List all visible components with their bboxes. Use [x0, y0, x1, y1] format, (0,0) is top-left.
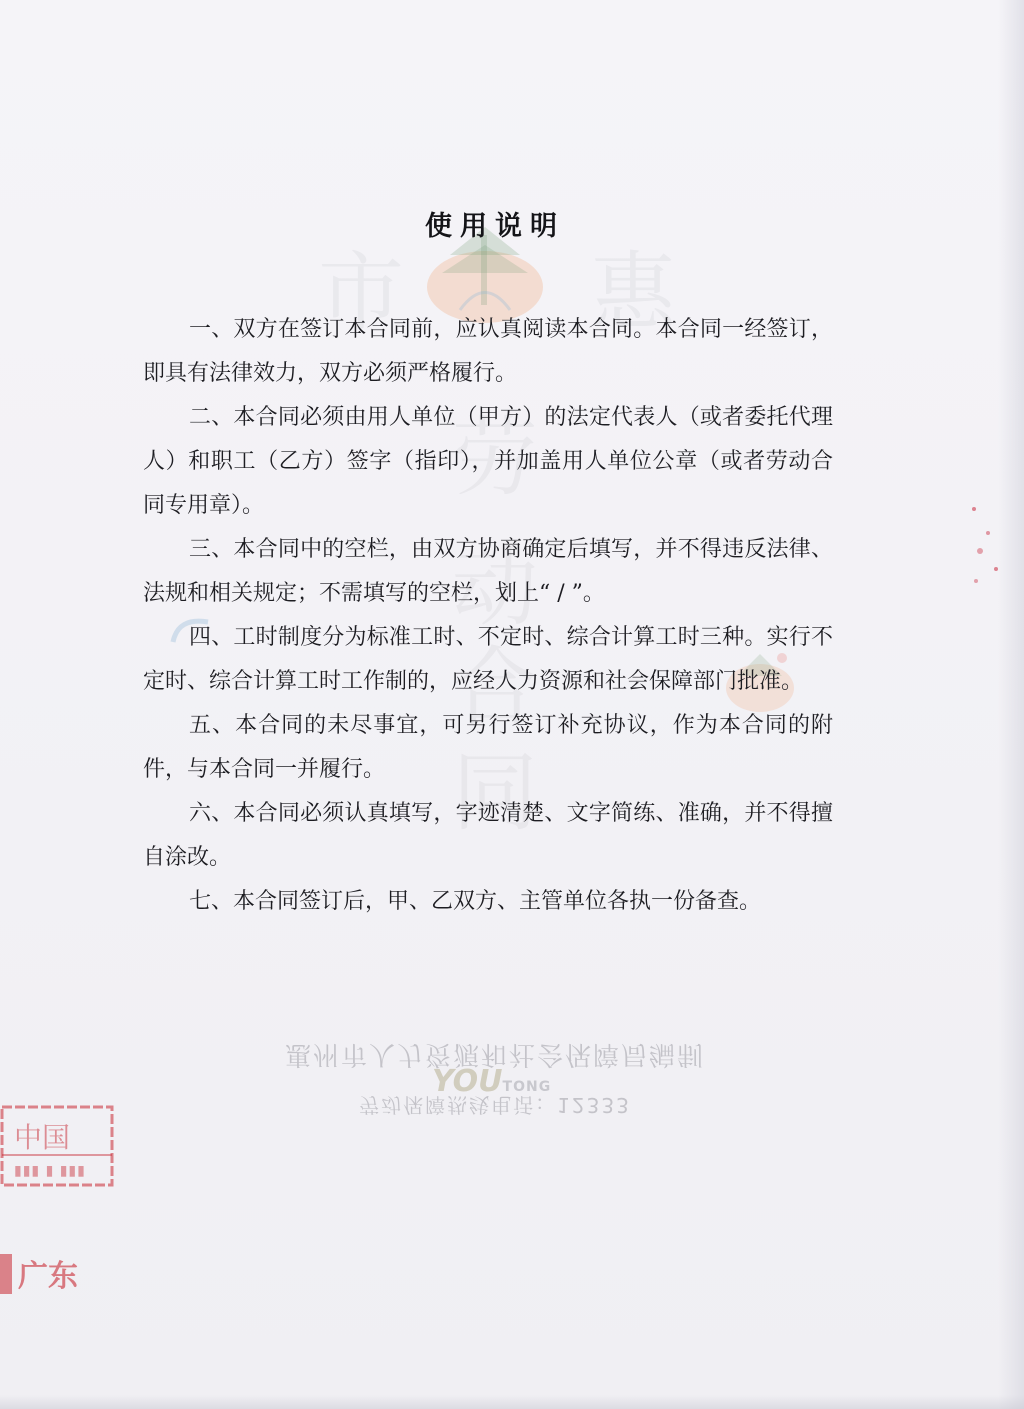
- youtong-logo: YOUTONG: [432, 1064, 552, 1099]
- instruction-paragraph: 一、双方在签订本合同前，应认真阅读本合同。本合同一经签订，即具有法律效力，双方必须严格履行。: [143, 317, 833, 386]
- stamp-text: 中国: [14, 1121, 71, 1154]
- bleed-through-hotline: 劳动保障热线电话：12333: [359, 1093, 631, 1117]
- page-title: 使用说明: [425, 211, 565, 243]
- instructions-body: [143, 308, 833, 924]
- paper-edge-bottom: [0, 1395, 1024, 1409]
- instruction-paragraph: 三、本合同中的空栏，由双方协商确定后填写，并不得违反法律、法规和相关规定；不需填写的空栏，划上“ / ”。: [143, 537, 833, 606]
- red-stamp-fragment-icon: [0, 1248, 84, 1300]
- watermark-char: 惠: [590, 243, 676, 343]
- instruction-paragraph: 四、工时制度分为标准工时、不定时、综合计算工时三种。实行不定时、综合计算工时工作制的，应经人力资源和社会保障部门批准。: [143, 625, 833, 694]
- watermark-char: 动: [452, 538, 538, 638]
- bleed-through-publisher: 惠州市人力资源和社会保障局编制: [284, 1039, 705, 1069]
- watermark-char: 市: [318, 243, 404, 343]
- watermark-char: 合: [452, 638, 538, 738]
- red-stamp-icon: [0, 1105, 118, 1189]
- watermark-char: 同: [452, 743, 538, 843]
- instruction-paragraph: 七、本合同签订后，甲、乙双方、主管单位各执一份备查。: [189, 889, 762, 914]
- paper-edge-right: [998, 0, 1024, 1409]
- stamp-text-2: 广东: [18, 1259, 78, 1294]
- instruction-paragraph: 五、本合同的未尽事宜，可另行签订补充协议，作为本合同的附件，与本合同一并履行。: [143, 713, 833, 782]
- instruction-paragraph: 二、本合同必须由用人单位（甲方）的法定代表人（或者委托代理人）和职工（乙方）签字（指印），并加盖用人单位公章（或者劳动合同专用章）。: [143, 405, 833, 518]
- svg-text:▮▮▮ ▮ ▮▮▮: ▮▮▮ ▮ ▮▮▮: [14, 1163, 86, 1179]
- instruction-paragraph: 六、本合同必须认真填写，字迹清楚、文字简练、准确，并不得擅自涂改。: [143, 801, 833, 870]
- watermark-char: 劳: [452, 408, 538, 508]
